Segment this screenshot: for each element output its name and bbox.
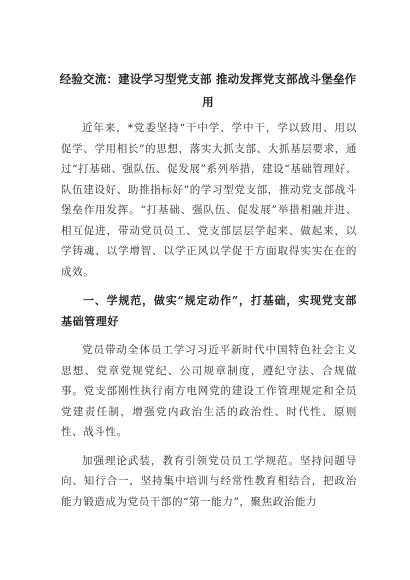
section-1-paragraph-2: 加强理论武装，教育引领党员员工学规范。坚持问题导向、知行合一，坚持集中培训与经常性教育相结合，把政治能力锻造成为党员干部的“第一能力”，聚焦政治能力 bbox=[61, 454, 357, 508]
section-1-paragraph-1: 党员带动全体员工学习习近平新时代中国特色社会主义思想、党章党规党纪、公司规章制度，遵纪守法、合规做事。党支部刚性执行南方电网党的建设工作管理规定和全员党建责任制，增强党内政治生活的政治性、时代性、原则性、战斗性。 bbox=[61, 344, 357, 438]
document-title: 经验交流：建设学习型党支部 推动发挥党支部战斗堡垒作用 bbox=[59, 72, 357, 109]
intro-paragraph: 近年来，*党委坚持“干中学、学中干，学以致用、用以促学、学用相长”的思想，落实大抓支部、大抓基层要求，通过“打基础、强队伍、促发展”系列举措，建设“基础管理好、队伍建设好、助推指标好”的学习型党支部，推动党支部战斗堡垒作用发挥。“打基础、强队伍、促发展”举措相融并进、相互促进，带动党员员工、党支部层层学起来、做起来，以学铸魂、以学增智、以学正风以学促干方面取得实实在在的成效。 bbox=[61, 122, 357, 278]
document-body bbox=[61, 118, 357, 520]
section-heading-1: 一、学规范，做实“规定动作”，打基础，实现党支部基础管理好 bbox=[61, 294, 357, 328]
